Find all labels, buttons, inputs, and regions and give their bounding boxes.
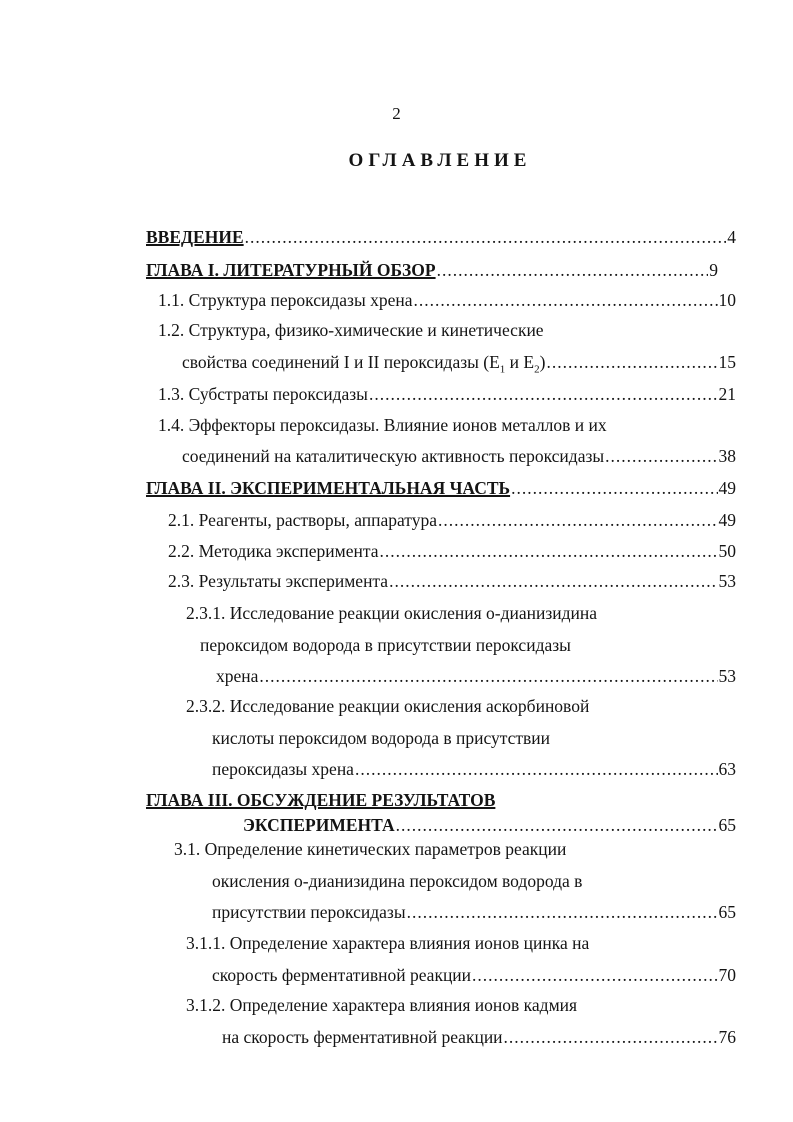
page-number: 2 <box>392 104 401 123</box>
toc-entry-text: 1.1. Структура пероксидазы хрена <box>158 290 413 310</box>
toc-leader-dots <box>259 661 717 691</box>
toc-entry-3-1-line2: окисления о-дианизидина пероксидом водорода в <box>212 871 583 891</box>
toc-entry-3-1-line1: 3.1. Определение кинетических параметров реакции <box>174 839 567 859</box>
toc-page-number: 9 <box>709 260 718 280</box>
toc-leader-dots <box>437 255 709 285</box>
toc-page-number: 65 <box>718 902 736 922</box>
toc-entry-text: присутствии пероксидазы <box>212 902 406 922</box>
toc-page-number: 49 <box>718 510 736 530</box>
toc-entry-2-3-1 <box>216 661 736 691</box>
toc-entry-3-1-2-line1: 3.1.2. Определение характера влияния ионов кадмия <box>186 995 578 1015</box>
toc-page-number: 4 <box>727 227 736 247</box>
toc-entry-text: ГЛАВА II. ЭКСПЕРИМЕНТАЛЬНАЯ ЧАСТЬ <box>146 478 511 498</box>
toc-entry-text: ЭКСПЕРИМЕНТА <box>243 815 395 835</box>
toc-leader-dots <box>407 897 718 927</box>
toc-entry-chapter-2 <box>146 473 736 503</box>
toc-leader-dots <box>438 505 718 535</box>
page-title: ОГЛАВЛЕНИЕ <box>348 150 532 171</box>
toc-entry-intro <box>146 222 736 252</box>
toc-leader-dots <box>413 285 717 315</box>
toc-entry-text: хрена <box>216 666 259 686</box>
toc-leader-dots <box>379 536 717 566</box>
toc-entry-3-1 <box>212 897 736 927</box>
toc-leader-dots <box>546 347 717 377</box>
toc-entry-1-1 <box>158 285 736 315</box>
toc-entry-1-4 <box>182 441 736 471</box>
toc-entry-text: 2.2. Методика эксперимента <box>168 541 379 561</box>
toc-entry-2-2 <box>168 536 736 566</box>
toc-leader-dots <box>504 1022 718 1052</box>
toc-page-number: 15 <box>718 352 736 372</box>
toc-entry-2-3-2-line1: 2.3.2. Исследование реакции окисления аскорбиновой <box>186 696 590 716</box>
toc-entry-text: скорость ферментативной реакции <box>212 965 472 985</box>
toc-page-number: 76 <box>718 1027 736 1047</box>
toc-entry-3-1-1-line1: 3.1.1. Определение характера влияния ионов цинка на <box>186 933 590 953</box>
toc-entry-2-1 <box>168 505 736 535</box>
toc-entry-2-3 <box>168 566 736 596</box>
toc-entry-chapter-1 <box>146 255 718 285</box>
toc-entry-3-1-2 <box>222 1022 736 1052</box>
toc-page-number: 63 <box>718 759 736 779</box>
toc-leader-dots <box>389 566 717 596</box>
toc-entry-text: 2.3. Результаты эксперимента <box>168 571 389 591</box>
toc-leader-dots <box>245 222 727 252</box>
toc-page-number: 38 <box>718 446 736 466</box>
toc-entry-2-3-2-line2: кислоты пероксидом водорода в присутствии <box>212 728 551 748</box>
toc-leader-dots <box>369 379 718 409</box>
toc-leader-dots <box>355 754 718 784</box>
toc-entry-text: свойства соединений I и II пероксидазы ($E_1$ и $E_2$) <box>182 352 546 376</box>
toc-entry-text: ГЛАВА I. ЛИТЕРАТУРНЫЙ ОБЗОР <box>146 260 436 280</box>
toc-leader-dots <box>472 960 717 990</box>
toc-entry-1-4-line1: 1.4. Эффекторы пероксидазы. Влияние ионов металлов и их <box>158 415 607 435</box>
toc-page-number: 65 <box>718 815 736 835</box>
toc-entry-text: ВВЕДЕНИЕ <box>146 227 244 247</box>
toc-entry-text: пероксидазы хрена <box>212 759 354 779</box>
toc-entry-chapter-3-line1: ГЛАВА III. ОБСУЖДЕНИЕ РЕЗУЛЬТАТОВ <box>146 790 496 810</box>
toc-entry-3-1-1 <box>212 960 736 990</box>
toc-entry-2-3-2 <box>212 754 736 784</box>
toc-leader-dots <box>605 441 717 471</box>
toc-entry-2-3-1-line1: 2.3.1. Исследование реакции окисления о-дианизидина <box>186 603 598 623</box>
toc-entry-1-3 <box>158 379 736 409</box>
toc-page-number: 70 <box>718 965 736 985</box>
toc-page-number: 53 <box>718 571 736 591</box>
toc-entry-text: 1.3. Субстраты пероксидазы <box>158 384 368 404</box>
toc-page-number: 49 <box>718 478 736 498</box>
toc-entry-text: на скорость ферментативной реакции <box>222 1027 503 1047</box>
toc-page-number: 21 <box>718 384 736 404</box>
toc-entry-2-3-1-line2: пероксидом водорода в присутствии пероксидазы <box>200 635 571 655</box>
toc-page-number: 10 <box>718 290 736 310</box>
toc-entry-text: соединений на каталитическую активность пероксидазы <box>182 446 605 466</box>
toc-entry-1-2-line1: 1.2. Структура, физико-химические и кинетические <box>158 320 544 340</box>
toc-entry-text: 2.1. Реагенты, растворы, аппаратура <box>168 510 437 530</box>
toc-leader-dots <box>511 473 717 503</box>
toc-entry-1-2 <box>182 347 736 377</box>
toc-page-number: 50 <box>718 541 736 561</box>
toc-page-number: 53 <box>718 666 736 686</box>
